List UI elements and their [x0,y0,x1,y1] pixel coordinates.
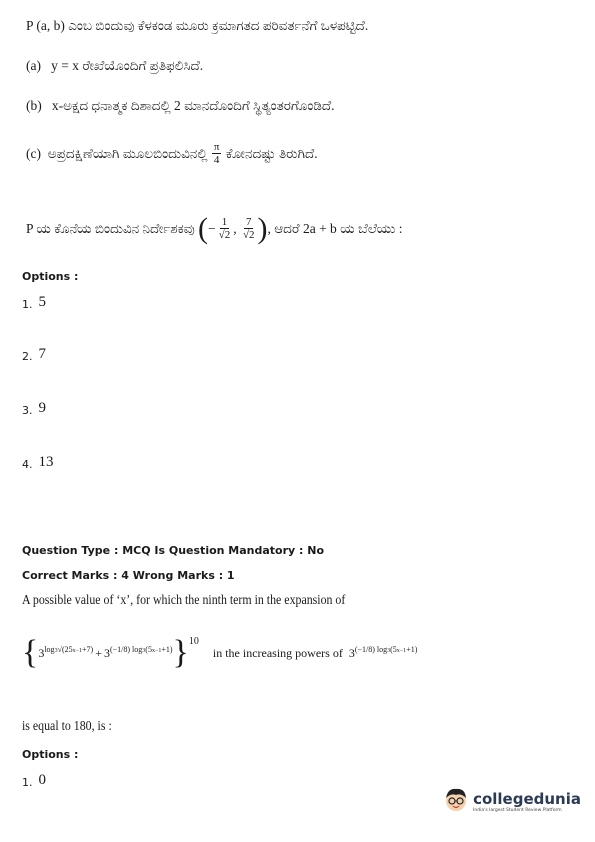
collegedunia-logo [443,786,581,816]
q1-item-c-text-pre: ಅಪ್ರದಕ್ಷಿಣೆಯಾಗಿ ಮೂಲಬಿಂದುವಿನಲ್ಲಿ [47,146,208,161]
expr-power: 10 [188,636,199,647]
angle-fraction [212,142,222,166]
q2-intro: A possible value of ‘x’, for which the ninth term in the expansion of [22,592,346,607]
expr-term-1: $3^{log3√(25x-1+7)}$ [38,645,94,660]
logo-tagline: India's largest Student Review Platform [473,807,562,813]
q1-item-a-text: y = x ರೇಖೆಯೊಂದಿಗೆ ಪ್ರತಿಫಲಿಸಿದೆ. [51,58,204,73]
q1-final-post: , ಆದರೆ 2a + b ಯ ಬೆಲೆಯು : [267,221,403,236]
expr-left-brace: { [22,634,39,671]
q1-item-c [26,142,318,166]
mascot-icon [443,786,469,816]
expr-mid-text: in the increasing powers of [212,645,343,660]
option-value: 9 [38,400,46,416]
q1-option-2[interactable] [22,346,46,363]
q1-item-b-text: x-ಅಕ್ಷದ ಧನಾತ್ಮಕ ದಿಶಾದಲ್ಲಿ 2 ಮಾನದೊಂದಿಗೆ ಸ್ಥಿತ್ಯಂತರಗೊಂಡಿದೆ. [51,98,335,113]
q1-item-c-label: (c) [26,146,41,161]
left-paren: ( [198,212,209,245]
coord1-fraction [217,217,233,241]
q1-item-a [26,58,203,74]
q1-item-a-label: (a) [26,58,41,73]
option-number: 1. [22,776,33,789]
option-value: 13 [38,454,54,470]
q1-options-label: Options : [22,270,79,283]
q1-final-line [26,214,403,244]
option-value: 5 [38,294,46,310]
q1-option-3[interactable] [22,400,46,417]
option-value: 7 [38,346,46,362]
option-number: 2. [22,350,33,363]
question-type-line: Question Type : MCQ Is Question Mandatory : No [22,544,325,557]
q2-ending: is equal to 180, is : [22,718,112,733]
option-number: 4. [22,458,33,471]
expr-term-3: $3^{(-1/8) log3(5x-1+1)}$ [348,645,418,660]
angle-fraction-den: 4 [213,154,220,166]
coord1-den: √2 [218,229,231,241]
q1-item-b-label: (b) [26,98,42,113]
option-number: 1. [22,298,33,311]
right-paren: ) [257,212,268,245]
expr-term-2: $3^{(-1/8) log3(5x-1+1)}$ [103,645,173,660]
q1-option-4[interactable] [22,454,54,471]
q2-expression [22,636,417,670]
comma: , [233,221,240,236]
q1-item-c-text-post: ಕೋನದಷ್ಟು ತಿರುಗಿದೆ. [225,146,318,161]
option-value: 0 [38,772,46,788]
marks-line: Correct Marks : 4 Wrong Marks : 1 [22,569,235,582]
coord2-fraction [241,217,257,241]
q1-item-b [26,98,334,114]
expr-plus: + [95,645,102,660]
logo-name: collegedunia [473,789,581,808]
coord1-num: 1 [221,216,228,228]
q1-final-pre: P ಯ ಕೊನೆಯ ಬಿಂದುವಿನ ನಿರ್ದೇಶಕವು [26,221,195,236]
coord2-den: √2 [242,229,255,241]
option-number: 3. [22,404,33,417]
q1-intro: P (a, b) ಎಂಬ ಬಿಂದುವು ಕೆಳಕಂಡ ಮೂರು ಕ್ರಮಾಗತದ ಪರಿವರ್ತನೆಗೆ ಒಳಪಟ್ಟಿದೆ. [26,18,369,33]
q1-option-1[interactable] [22,294,46,311]
coord2-num: 7 [245,216,252,228]
angle-fraction-num: π [213,141,220,153]
q2-options-label: Options : [22,748,79,761]
q2-option-1[interactable] [22,772,46,789]
expr-right-brace: } [172,634,189,671]
minus-sign: − [208,221,216,236]
